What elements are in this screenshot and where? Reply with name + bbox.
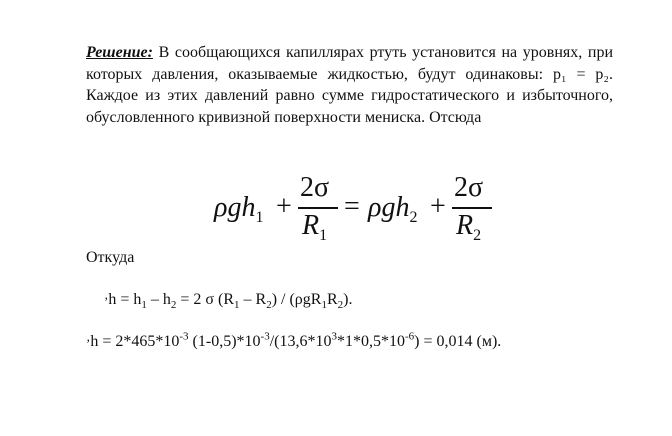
formula-denominator-right: $R_2$ bbox=[456, 210, 482, 244]
solution-label: Решение: bbox=[86, 44, 153, 61]
solution-text: В сообщающихся капиллярах ртуть установится на уровнях, при которых давления, оказываемые жидкостью, будут одинаковы: p₁ = p₂. Каждое из этих давлений равно сумме гидростатического и избыточного, обусловленного кривизной поверхности мениска. Отсюда bbox=[86, 44, 613, 126]
equation-delta-h: ʼh = $h_1 - h_2 = 2$ σ $(R_1 - R_2) / (\rho gR_1R_2)$. bbox=[104, 291, 353, 312]
equation-numeric: ʼh = $2*465*10^{-3}$ $(1-0,5)*10^{-3}/(13,6*10^3*1*0,5*10^{-6}) = 0,014$ (м). bbox=[86, 332, 501, 352]
formula-right-sub: 2 bbox=[409, 209, 418, 226]
formula-numerator-left: 2σ bbox=[300, 172, 330, 203]
formula-right-term: ρgh$_2$ bbox=[368, 192, 418, 226]
formula-left-sub: 1 bbox=[255, 209, 264, 226]
fraction-bar-left bbox=[298, 207, 338, 209]
delta-marker: ʼ bbox=[86, 336, 91, 351]
formula-plus-right: + bbox=[430, 191, 446, 222]
solution-paragraph bbox=[86, 42, 613, 128]
formula-denominator-left: $R_1$ bbox=[302, 210, 328, 244]
delta-marker: ʼ bbox=[104, 294, 109, 309]
formula-plus-left: + bbox=[276, 191, 292, 222]
laplace-formula bbox=[214, 172, 494, 244]
formula-equals: = bbox=[344, 191, 360, 222]
formula-left-term: ρgh$_1$ bbox=[214, 192, 264, 226]
formula-numerator-right: 2σ bbox=[454, 172, 484, 203]
fraction-bar-right bbox=[452, 207, 492, 209]
otkuda-text: Откуда bbox=[86, 249, 135, 266]
